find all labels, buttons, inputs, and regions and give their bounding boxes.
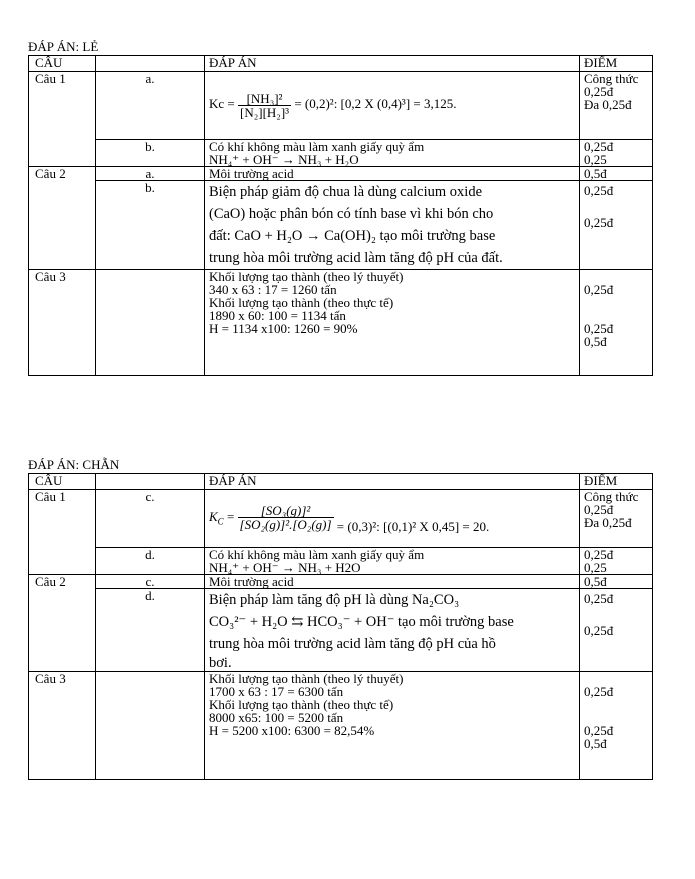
table-row	[29, 548, 653, 575]
points-line: 0,25đ	[584, 321, 614, 336]
points-line: 0,25đ	[584, 723, 614, 738]
answer-line: Khối lượng tạo thành (theo lý thuyết)	[209, 269, 404, 284]
answer-cell	[205, 140, 580, 167]
answer-line: H = 5200 x100: 6300 = 82,54%	[209, 723, 375, 738]
fraction-denominator: [N₂][H₂]³	[240, 105, 290, 120]
answer-line: Có khí không màu làm xanh giấy quỳ ẩm	[209, 139, 425, 154]
answer-line: Khối lượng tạo thành (theo thực tế)	[209, 697, 394, 712]
points-cell	[580, 181, 653, 270]
header-cau: CÂU	[29, 474, 96, 490]
points-line: 0,5đ	[584, 334, 607, 349]
answer-line: NH₄⁺ + OH⁻ → NH₃ + H2O	[209, 560, 361, 575]
header-cau: CÂU	[29, 56, 96, 72]
part-label	[96, 270, 205, 376]
fraction-denominator: [SO₂(g)]².[O₂(g)]	[239, 517, 332, 533]
header-empty	[96, 56, 205, 72]
points-cell	[580, 490, 653, 548]
points-line: 0,25đ	[584, 547, 614, 562]
equilibrium-formula: $K_C$ = $\frac{\text{[SO₃(g)]²}}{\text{[SO₂(g)]².[O₂(g)]}}$ = (0,3)²: [(0,1)² X 0,45] = 20.	[209, 503, 490, 534]
points-cell	[580, 140, 653, 167]
answer-table-le	[28, 55, 653, 376]
answer-line: 1700 x 63 : 17 = 6300 tấn	[209, 684, 344, 699]
answer-line: trung hòa môi trường acid làm tăng độ pH của hồ	[209, 636, 496, 652]
points-cell	[580, 270, 653, 376]
table-row	[29, 181, 653, 270]
answer-line: (CaO) hoặc phân bón có tính base vì khi bón cho	[209, 206, 494, 222]
answer-line: đất: CaO + H₂O → Ca(OH)₂ tạo môi trường base	[209, 228, 496, 244]
points-line: 0,25đ	[584, 215, 614, 230]
points-line: 0,25đ	[584, 591, 614, 606]
answer-line: Khối lượng tạo thành (theo lý thuyết)	[209, 671, 404, 686]
points-line: Đa 0,25đ	[584, 515, 632, 530]
part-label: c.	[96, 490, 205, 548]
answer-line: Có khí không màu làm xanh giấy quỳ ẩm	[209, 547, 425, 562]
points-line: Công thức	[584, 489, 639, 504]
answer-cell	[205, 270, 580, 376]
answer-cell	[205, 672, 580, 780]
answer-cell	[205, 589, 580, 672]
section-title-chan: ĐÁP ÁN: CHẴN	[28, 457, 120, 472]
points-line: 0,25đ	[584, 183, 614, 198]
formula-result: = (0,2)²: [0,2 X (0,4)³] = 3,125.	[291, 96, 457, 112]
points-cell	[580, 672, 653, 780]
points-cell: 0,5đ	[580, 167, 653, 181]
table-row	[29, 270, 653, 376]
points-cell: 0,5đ	[580, 575, 653, 589]
header-dapan: ĐÁP ÁN	[205, 56, 580, 72]
points-line: Công thức	[584, 71, 639, 86]
answer-line: Khối lượng tạo thành (theo thực tế)	[209, 295, 394, 310]
table-row	[29, 490, 653, 548]
table-row	[29, 575, 653, 589]
part-label: d.	[96, 589, 205, 672]
points-line: 0,25đ	[584, 282, 614, 297]
equilibrium-formula	[209, 91, 457, 120]
answer-cell	[205, 548, 580, 575]
formula-result: = (0,3)²: [(0,1)² X 0,45] = 20.	[333, 518, 490, 534]
points-line: 0,25	[584, 152, 607, 167]
table-header-row	[29, 474, 653, 490]
points-cell	[580, 589, 653, 672]
part-label	[96, 672, 205, 780]
header-diem: ĐIỂM	[580, 56, 653, 72]
part-label: d.	[96, 548, 205, 575]
part-label: c.	[96, 575, 205, 589]
answer-cell: Môi trường acid	[205, 575, 580, 589]
answer-line: CO₃²⁻ + H₂O ⇆ HCO₃⁻ + OH⁻ tạo môi trường base	[209, 614, 514, 630]
table-row	[29, 140, 653, 167]
header-empty	[96, 474, 205, 490]
table-row	[29, 72, 653, 140]
fraction-numerator: [NH₃]²	[238, 92, 291, 106]
points-line: 0,25đ	[584, 502, 614, 517]
points-line: 0,25đ	[584, 684, 614, 699]
fraction	[238, 504, 334, 531]
question-label: Câu 2	[29, 575, 96, 672]
header-dapan: ĐÁP ÁN	[205, 474, 580, 490]
question-label: Câu 1	[29, 490, 96, 575]
fraction	[238, 92, 291, 119]
answer-line: 1890 x 60: 100 = 1134 tấn	[209, 308, 346, 323]
answer-line: bơi.	[209, 655, 232, 671]
section-title-le: ĐÁP ÁN: LẺ	[28, 39, 99, 54]
answer-line: trung hòa môi trường acid làm tăng độ pH của đất.	[209, 250, 503, 266]
answer-line: H = 1134 x100: 1260 = 90%	[209, 321, 358, 336]
table-header-row	[29, 56, 653, 72]
answer-cell: Môi trường acid	[205, 167, 580, 181]
question-label: Câu 1	[29, 72, 96, 167]
table-row	[29, 672, 653, 780]
answer-table-chan	[28, 473, 653, 780]
question-label: Câu 2	[29, 167, 96, 270]
part-label: b.	[96, 181, 205, 270]
kc-label: Kc =	[209, 96, 235, 112]
points-line: 0,25đ	[584, 139, 614, 154]
answer-line: NH₄⁺ + OH⁻ → NH₃ + H₂O	[209, 152, 359, 167]
part-label: a.	[96, 72, 205, 140]
answer-line: Biện pháp giảm độ chua là dùng calcium oxide	[209, 184, 483, 200]
answer-line: 340 x 63 : 17 = 1260 tấn	[209, 282, 337, 297]
points-line: 0,25đ	[584, 84, 614, 99]
points-line: 0,25đ	[584, 623, 614, 638]
answer-line: Biện pháp làm tăng độ pH là dùng Na₂CO₃	[209, 592, 460, 608]
answer-cell	[205, 181, 580, 270]
question-label: Câu 3	[29, 672, 96, 780]
part-label: b.	[96, 140, 205, 167]
points-cell	[580, 548, 653, 575]
answer-cell	[205, 72, 580, 140]
points-line: 0,5đ	[584, 736, 607, 751]
fraction-numerator: [SO₃(g)]²	[238, 504, 334, 518]
points-cell	[580, 72, 653, 140]
table-row	[29, 589, 653, 672]
question-label: Câu 3	[29, 270, 96, 376]
header-diem: ĐIỂM	[580, 474, 653, 490]
table-row	[29, 167, 653, 181]
part-label: a.	[96, 167, 205, 181]
answer-cell	[205, 490, 580, 548]
kc-label: $K_C$	[209, 508, 224, 527]
points-line: Đa 0,25đ	[584, 97, 632, 112]
points-line: 0,25	[584, 560, 607, 575]
answer-line: 8000 x65: 100 = 5200 tấn	[209, 710, 344, 725]
